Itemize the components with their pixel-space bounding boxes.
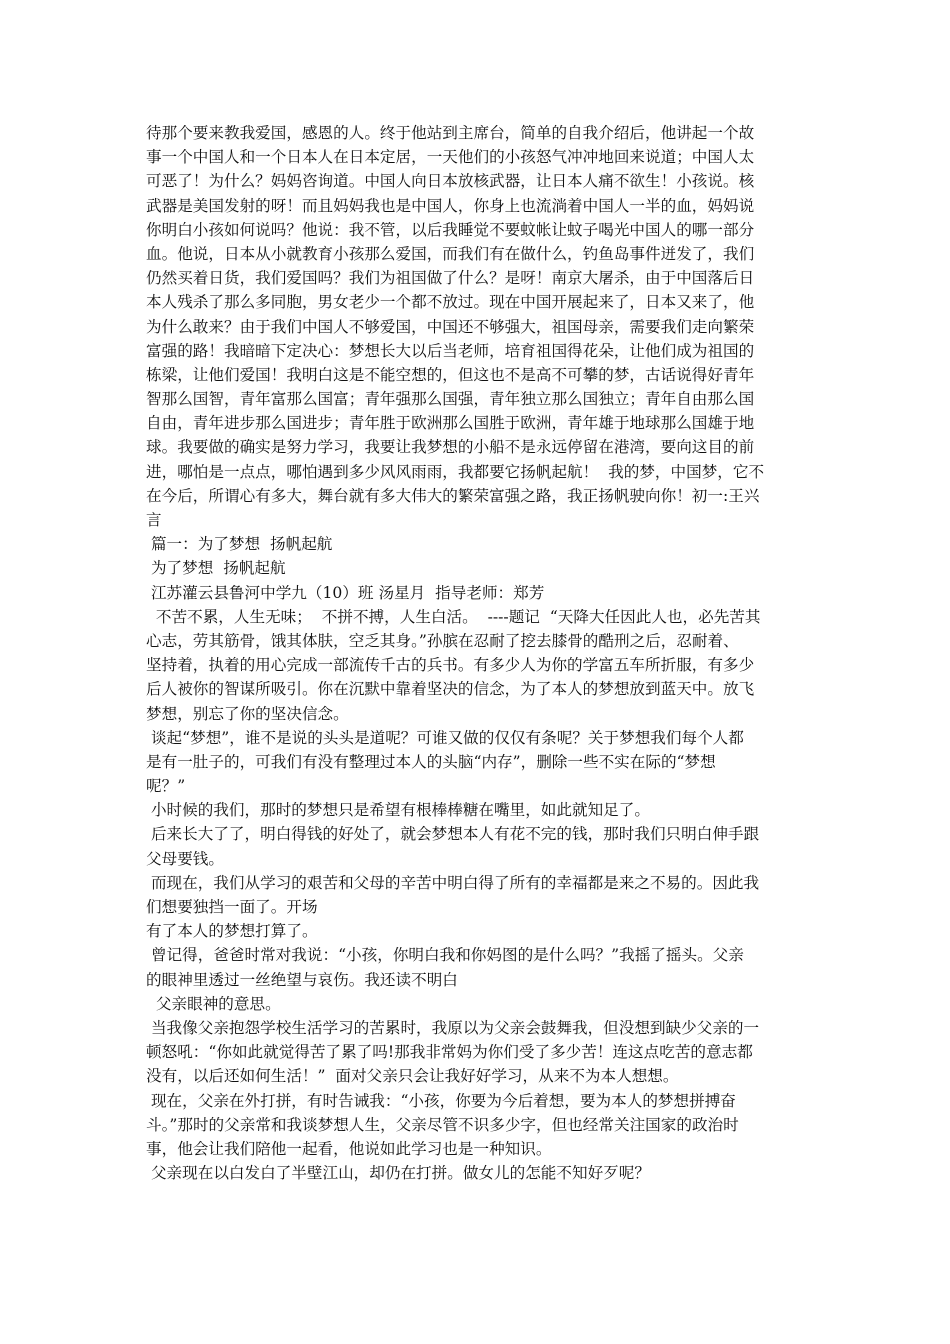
- text-line: 心志，劳其筋骨，饿其体肤，空乏其身。”孙膑在忍耐了挖去膝骨的酷刑之后，忍耐着、: [146, 631, 739, 650]
- text-line: 不苦不累，人生无味； 不拼不搏，人生白活。 ----题记 “天降大任因此人也，必先苦其: [146, 607, 761, 626]
- text-line: 待那个要来教我爱国，感恩的人。终于他站到主席台，简单的自我介绍后，他讲起一个故: [146, 124, 755, 142]
- text-line: 当我像父亲抱怨学校生活学习的苦累时，我原以为父亲会鼓舞我，但没想到缺少父亲的一: [146, 1018, 760, 1037]
- text-line: 可恶了！为什么？妈妈咨询道。中国人向日本放核武器，让日本人痛不欲生！小孩说。核: [146, 172, 755, 191]
- text-line: 栋梁，让他们爱国！我明白这是不能空想的，但这也不是高不可攀的梦，古话说得好青年: [146, 365, 755, 384]
- document-page: [146, 121, 810, 1185]
- text-line: 后人被你的智谋所吸引。你在沉默中靠着坚决的信念，为了本人的梦想放到蓝天中。放飞: [146, 680, 755, 699]
- text-line: 谈起“梦想”，谁不是说的头头是道呢？可谁又做的仅仅有条呢？关于梦想我们每个人都: [146, 728, 744, 747]
- text-line: 进，哪怕是一点点，哪怕遇到多少风风雨雨，我都要它扬帆起航！ 我的梦，中国梦，它不: [146, 462, 765, 481]
- text-line: 仍然买着日货，我们爱国吗？我们为祖国做了什么？是呀！南京大屠杀，由于中国落后日: [146, 269, 755, 288]
- text-line: 在今后，所谓心有多大，舞台就有多大伟大的繁荣富强之路，我正扬帆驶向你！初一:王兴: [146, 486, 760, 505]
- text-line: 事一个中国人和一个日本人在日本定居，一天他们的小孩怒气冲冲地回来说道；中国人太: [146, 148, 755, 167]
- text-line: 呢？”: [146, 777, 186, 796]
- text-line: 为什么敢来？由于我们中国人不够爱国，中国还不够强大，祖国母亲，需要我们走向繁荣: [146, 317, 755, 336]
- text-line: 父母要钱。: [146, 849, 224, 868]
- text-line: 是有一肚子的，可我们有没有整理过本人的头脑“内存”，删除一些不实在际的“梦想: [146, 752, 716, 771]
- text-line: 球。我要做的确实是努力学习，我要让我梦想的小船不是永远停留在港湾，要向这目的前: [146, 438, 755, 457]
- text-line: 父亲眼神的意思。: [146, 994, 281, 1013]
- text-line: 自由，青年进步那么国进步；青年胜于欧洲那么国胜于欧洲，青年雄于地球那么国雄于地: [146, 414, 755, 433]
- essay-title: 为了梦想 扬帆起航: [146, 559, 286, 578]
- text-line: 有了本人的梦想打算了。: [146, 922, 318, 941]
- text-line: 们想要独挡一面了。开场: [146, 898, 318, 916]
- text-line: 血。他说，日本从小就教育小孩那么爱国，而我们有在做什么，钓鱼岛事件迸发了，我们: [146, 244, 755, 263]
- text-line: 斗。”那时的父亲常和我谈梦想人生，父亲尽管不识多少字，但也经常关注国家的政治时: [146, 1115, 739, 1134]
- text-line: 的眼神里透过一丝绝望与哀伤。我还读不明白: [146, 970, 458, 989]
- text-line: 后来长大了了，明白得钱的好处了，就会梦想本人有花不完的钱，那时我们只明白伸手跟: [146, 825, 760, 844]
- text-line: 小时候的我们，那时的梦想只是希望有根棒棒糖在嘴里，如此就知足了。: [146, 801, 650, 820]
- text-line: 言: [146, 511, 162, 529]
- text-line: 父亲现在以白发白了半壁江山，却仍在打拼。做女儿的怎能不知好歹呢？: [146, 1164, 650, 1183]
- text-line: 武器是美国发射的呀！而且妈妈我也是中国人，你身上也流淌着中国人一半的血，妈妈说: [146, 196, 755, 215]
- text-line: 坚持着，执着的用心完成一部流传千古的兵书。有多少人为你的学富五车所折服，有多少: [146, 656, 755, 675]
- text-line: 没有，以后还如何生活！” 面对父亲只会让我好好学习，从来不为本人想想。: [146, 1067, 679, 1086]
- text-line: 顿怒吼：“你如此就觉得苦了累了吗!那我非常妈为你们受了多少苦！连这点吃苦的意志都: [146, 1043, 753, 1062]
- text-line: 而现在，我们从学习的艰苦和父母的辛苦中明白得了所有的幸福都是来之不易的。因此我: [146, 873, 760, 892]
- text-line: 事，他会让我们陪他一起看，他说如此学习也是一种知识。: [146, 1139, 552, 1158]
- text-line: 富强的路！我暗暗下定决心：梦想长大以后当老师，培育祖国得花朵，让他们成为祖国的: [146, 341, 755, 360]
- text-line: 智那么国智，青年富那么国富；青年强那么国强，青年独立那么国独立；青年自由那么国: [146, 390, 755, 409]
- text-line: 你明白小孩如何说吗？他说：我不管，以后我睡觉不要蚊帐让蚊子喝光中国人的哪一部分: [146, 220, 755, 239]
- section-heading: 篇一：为了梦想 扬帆起航: [146, 535, 333, 554]
- text-line: 现在，父亲在外打拼，有时告诫我：“小孩，你要为今后着想，要为本人的梦想拼搏奋: [146, 1091, 736, 1110]
- text-line: 本人残杀了那么多同胞，男女老少一个都不放过。现在中国开展起来了，日本又来了，他: [146, 293, 755, 312]
- text-line: 曾记得，爸爸时常对我说：“小孩，你明白我和你妈图的是什么吗？”我摇了摇头。父亲: [146, 946, 744, 965]
- text-line: 梦想，别忘了你的坚决信念。: [146, 704, 349, 723]
- author-line: 江苏灌云县鲁河中学九（10）班 汤星月 指导老师：郑芳: [146, 583, 545, 602]
